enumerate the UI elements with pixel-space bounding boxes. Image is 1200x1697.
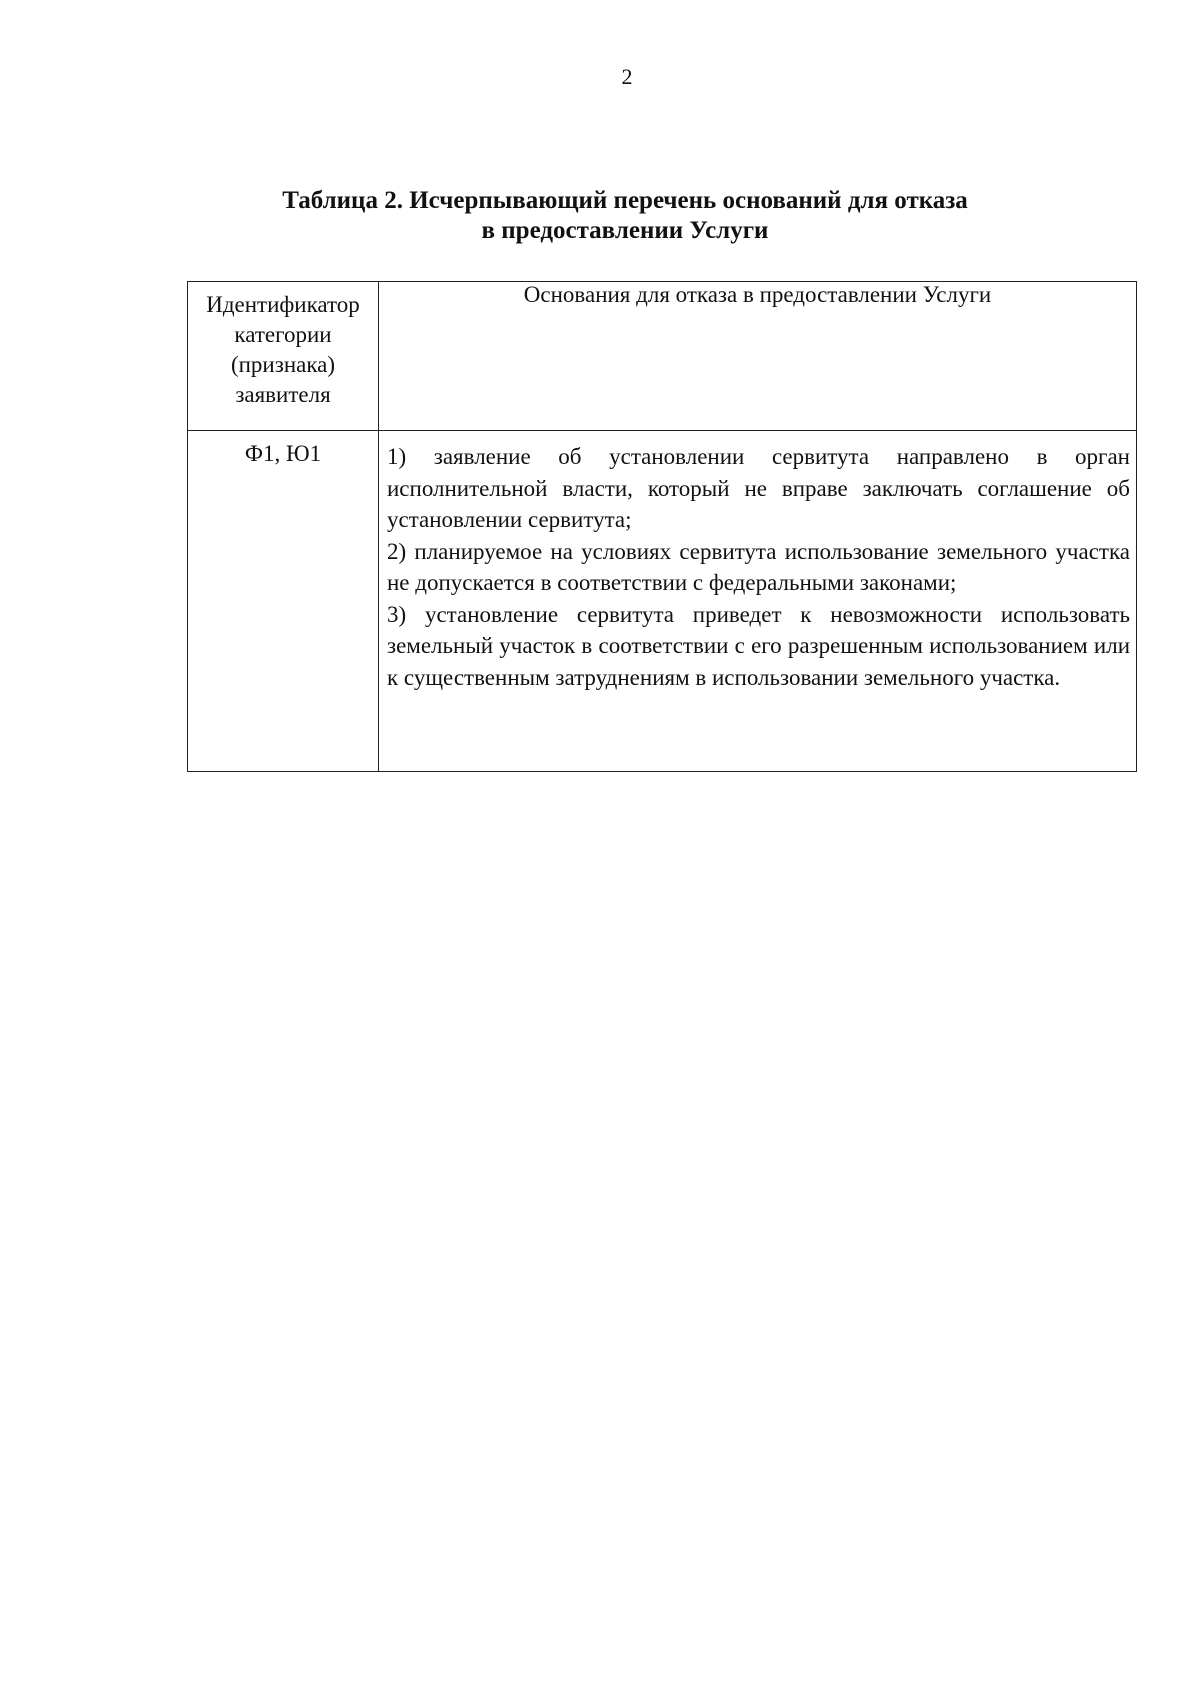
header-id-line: (признака)	[230, 352, 336, 377]
refusal-grounds-table	[187, 281, 1137, 772]
table-title	[190, 186, 1060, 246]
cell-refusal-grounds	[379, 431, 1137, 772]
table-title-line-1: Таблица 2. Исчерпывающий перечень оснований для отказа	[282, 187, 968, 214]
refusal-ground-item: 2) планируемое на условиях сервитута использование земельного участка не допускается в соответствии с федеральными законами;	[387, 538, 1130, 595]
header-id-line: категории	[234, 322, 332, 347]
header-id-line: заявителя	[235, 382, 331, 407]
page-number: 2	[621, 64, 633, 89]
cell-applicant-category-id: Ф1, Ю1	[188, 431, 379, 772]
refusal-ground-item: 1) заявление об установлении сервитута направлено в орган исполнительной власти, который не вправе заключать соглашение об установлении сервитута;	[387, 444, 1130, 532]
header-applicant-category-id	[188, 282, 379, 431]
refusal-ground-item: 3) установление сервитута приведет к невозможности использовать земельный участок в соответствии с его разрешенным использованием или к существенным затруднениям в использовании земельного участка.	[387, 601, 1130, 690]
table-header-row	[188, 282, 1137, 431]
header-id-line: Идентификатор	[206, 292, 360, 317]
table-title-line-2: в предоставлении Услуги	[481, 217, 769, 244]
table-row	[188, 431, 1137, 772]
header-refusal-grounds: Основания для отказа в предоставлении Услуги	[379, 282, 1137, 431]
